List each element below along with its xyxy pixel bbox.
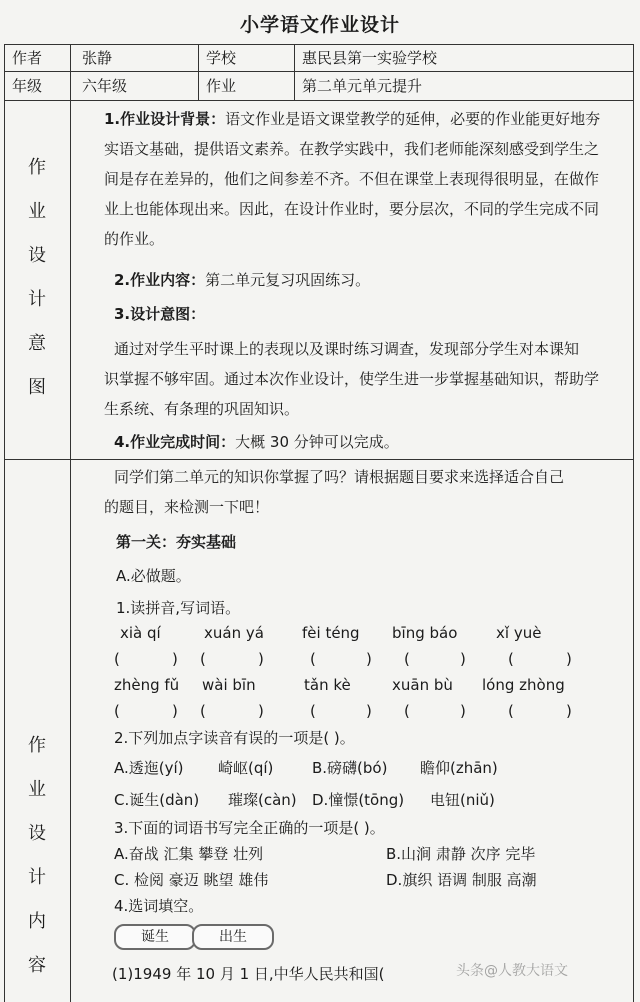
answer-blank-close: ) <box>366 650 372 668</box>
q2-option: 电钮(niǔ) <box>430 791 495 809</box>
intent-heading: 3.设计意图： <box>114 305 206 323</box>
background-paragraph: 1.作业设计背景：语文作业是语文课堂教学的延伸，必要的作业能更好地夯 实语文基础，提供语文素养。在教学实践中，我们老师能深刻感受到学生之 间是存在差异的，他们之间参差不齐。不但在课堂上表现得很明显，在做作 业上也能体现出来。因此，在设计作业时，要分层次，不同的学生完成不同 的作业。 <box>104 110 601 248</box>
answer-blank-close: ) <box>258 650 264 668</box>
answer-blank-open: ( <box>310 702 316 720</box>
design-intent-side-label: 作 业 设 计 意 图 <box>28 157 46 398</box>
answer-blank-close: ) <box>566 650 572 668</box>
column-divider <box>198 44 199 100</box>
question-3: 3.下面的词语书写完全正确的一项是( )。 <box>114 819 385 837</box>
answer-blank-close: ) <box>460 650 466 668</box>
answer-blank-open: ( <box>508 650 514 668</box>
school-label: 学校 <box>206 49 237 67</box>
q3-option: A.奋战 汇集 攀登 壮列 <box>114 845 264 863</box>
column-divider <box>294 44 295 100</box>
table-border-right <box>633 44 634 1002</box>
q2-option: 璀璨(càn) <box>228 791 297 809</box>
q3-option: D.旗织 语调 制服 高潮 <box>386 871 537 889</box>
time-line: 4.作业完成时间：大概 30 分钟可以完成。 <box>114 433 399 451</box>
q2-option: B.磅礴(bó) <box>312 759 388 777</box>
intent-paragraph: 通过对学生平时课上的表现以及课时练习调查，发现部分学生对本课知 识掌握不够牢固。通过本次作业设计，使学生进一步掌握基础知识，帮助学 生系统、有条理的巩固知识。 <box>104 340 600 418</box>
row-divider <box>4 459 634 460</box>
q2-option: 瞻仰(zhān) <box>420 759 498 777</box>
row-divider <box>4 100 634 101</box>
page-title: 小学语文作业设计 <box>239 14 400 36</box>
design-content-side-label: 作 业 设 计 内 容 <box>28 735 46 976</box>
watermark: 头条@人教大语文 <box>456 963 568 979</box>
part-a-label: A.必做题。 <box>116 567 191 585</box>
level-heading: 第一关：夯实基础 <box>116 533 237 551</box>
answer-blank-open: ( <box>508 702 514 720</box>
time-heading: 4.作业完成时间： <box>114 433 236 451</box>
fill-blank-1: (1)1949 年 10 月 1 日,中华人民共和国( <box>112 965 385 983</box>
content-line: 2.作业内容：第二单元复习巩固练习。 <box>114 271 371 289</box>
q3-option: C. 检阅 豪迈 眺望 雄伟 <box>114 871 269 889</box>
background-heading: 1.作业设计背景： <box>104 110 226 128</box>
answer-blank-close: ) <box>366 702 372 720</box>
author-label: 作者 <box>12 49 43 67</box>
word-chip: 出生 <box>192 924 274 950</box>
answer-blank-close: ) <box>258 702 264 720</box>
answer-blank-open: ( <box>200 650 206 668</box>
answer-blank-open: ( <box>404 702 410 720</box>
pinyin-item: zhèng fǔ <box>114 676 180 694</box>
q2-option: A.透迤(yí) <box>114 759 184 777</box>
grade-label: 年级 <box>12 77 43 95</box>
grade-value: 六年级 <box>82 77 128 95</box>
pinyin-item: xuān bù <box>392 676 453 694</box>
answer-blank-open: ( <box>114 650 120 668</box>
row-divider <box>4 71 634 72</box>
pinyin-item: xǐ yuè <box>496 624 542 642</box>
answer-blank-open: ( <box>310 650 316 668</box>
homework-value: 第二单元单元提升 <box>302 77 423 95</box>
answer-blank-close: ) <box>460 702 466 720</box>
answer-blank-open: ( <box>114 702 120 720</box>
column-divider <box>70 44 71 1002</box>
pinyin-item: fèi téng <box>302 624 360 642</box>
question-2: 2.下列加点字读音有误的一项是( )。 <box>114 729 355 747</box>
pinyin-item: lóng zhòng <box>482 676 565 694</box>
homework-label: 作业 <box>206 77 237 95</box>
q3-option: B.山涧 肃静 次序 完毕 <box>386 845 536 863</box>
pinyin-item: xuán yá <box>204 624 264 642</box>
author-value: 张静 <box>82 49 113 67</box>
answer-blank-open: ( <box>200 702 206 720</box>
question-4: 4.选词填空。 <box>114 897 204 915</box>
question-1: 1.读拼音,写词语。 <box>116 599 241 617</box>
answer-blank-close: ) <box>566 702 572 720</box>
intro-paragraph: 同学们第二单元的知识你掌握了吗？请根据题目要求来选择适合自己 的题目，来检测一下吧！ <box>104 468 565 516</box>
pinyin-item: bīng báo <box>392 624 458 642</box>
answer-blank-open: ( <box>404 650 410 668</box>
content-heading: 2.作业内容： <box>114 271 206 289</box>
q2-option: D.憧憬(tōng) <box>312 791 405 809</box>
answer-blank-close: ) <box>172 702 178 720</box>
q2-option: C.诞生(dàn) <box>114 791 200 809</box>
q2-option: 崎岖(qí) <box>218 759 274 777</box>
pinyin-item: wài bīn <box>202 676 256 694</box>
pinyin-item: xià qí <box>120 624 161 642</box>
word-chip: 诞生 <box>114 924 196 950</box>
school-value: 惠民县第一实验学校 <box>302 49 438 67</box>
table-border-top <box>4 44 634 45</box>
answer-blank-close: ) <box>172 650 178 668</box>
pinyin-item: tǎn kè <box>304 676 351 694</box>
